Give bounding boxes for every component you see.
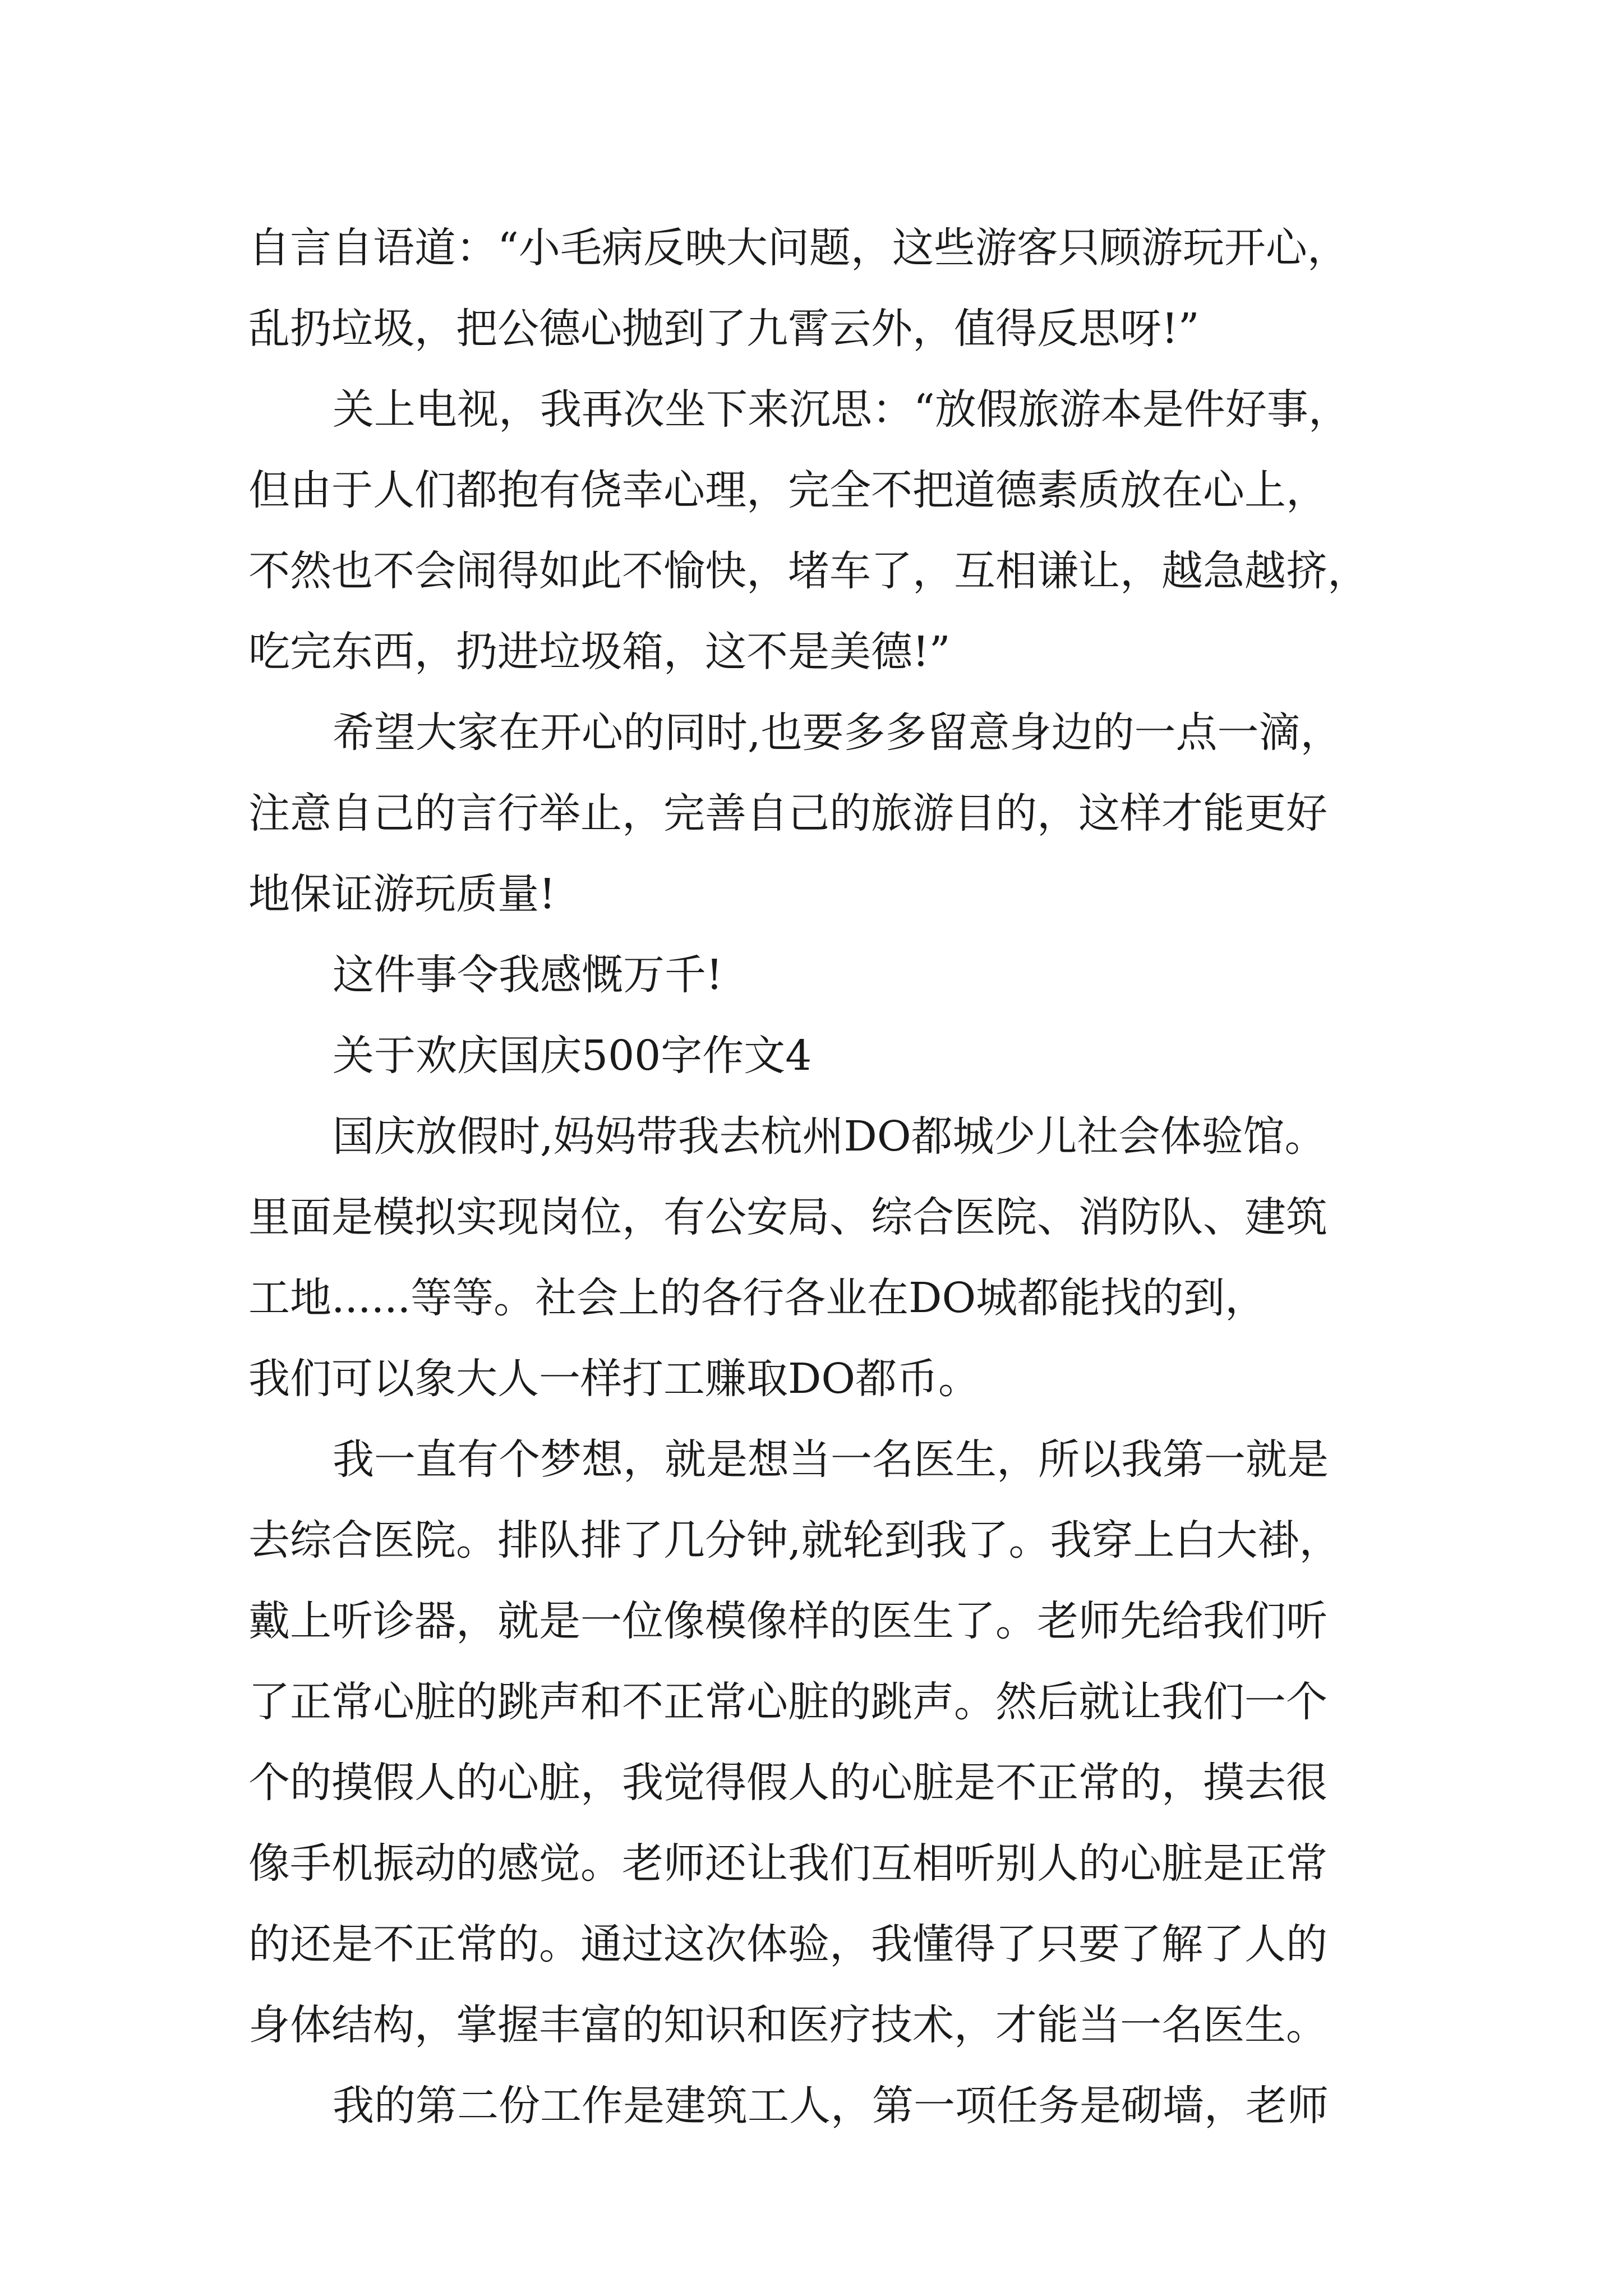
text-line: 我的第二份工作是建筑工人，第一项任务是砌墙，老师 xyxy=(333,2082,1329,2130)
text-line: 自言自语道：“小毛病反映大问题，这些游客只顾游玩开心， xyxy=(248,224,1349,272)
text-line: 我一直有个梦想，就是想当一名医生，所以我第一就是 xyxy=(333,1435,1329,1484)
text-line: 地保证游玩质量! xyxy=(248,870,556,918)
text-line: 去综合医院。排队排了几分钟,就轮到我了。我穿上白大褂， xyxy=(248,1516,1341,1565)
text-line: 这件事令我感慨万千! xyxy=(333,951,723,999)
text-line: 国庆放假时,妈妈带我去杭州DO都城少儿社会体验馆。 xyxy=(333,1112,1326,1161)
text-line: 的还是不正常的。通过这次体验，我懂得了只要了解了人的 xyxy=(248,1920,1327,1968)
text-line: 吃完东西，扔进垃圾箱，这不是美德!” xyxy=(248,628,951,676)
text-line: 我们可以象大人一样打工赚取DO都币。 xyxy=(248,1355,980,1403)
text-line: 里面是模拟实现岗位，有公安局、综合医院、消防队、建筑 xyxy=(248,1193,1327,1241)
text-line: 注意自己的言行举止，完善自己的旅游目的，这样才能更好 xyxy=(248,789,1327,838)
text-line: 关于欢庆国庆500字作文4 xyxy=(333,1032,812,1080)
text-line: 像手机振动的感觉。老师还让我们互相听别人的心脏是正常 xyxy=(248,1839,1327,1888)
text-line: 乱扔垃圾，把公德心抛到了九霄云外，值得反思呀!” xyxy=(248,305,1200,353)
text-line: 工地......等等。社会上的各行各业在DO城都能找的到， xyxy=(248,1274,1267,1322)
text-line: 但由于人们都抱有侥幸心理，完全不把道德素质放在心上， xyxy=(248,466,1327,514)
text-line: 了正常心脏的跳声和不正常心脏的跳声。然后就让我们一个 xyxy=(248,1678,1327,1726)
text-line: 希望大家在开心的同时,也要多多留意身边的一点一滴， xyxy=(333,708,1342,757)
text-line: 个的摸假人的心脏，我觉得假人的心脏是不正常的，摸去很 xyxy=(248,1759,1327,1807)
text-line: 戴上听诊器，就是一位像模像样的医生了。老师先给我们听 xyxy=(248,1597,1327,1645)
text-line: 不然也不会闹得如此不愉快，堵车了，互相谦让，越急越挤， xyxy=(248,547,1369,595)
text-line: 关上电视，我再次坐下来沉思：“放假旅游本是件好事， xyxy=(333,385,1350,434)
document-body xyxy=(248,208,1415,2146)
text-line: 身体结构，掌握丰富的知识和医疗技术，才能当一名医生。 xyxy=(248,2001,1327,2049)
